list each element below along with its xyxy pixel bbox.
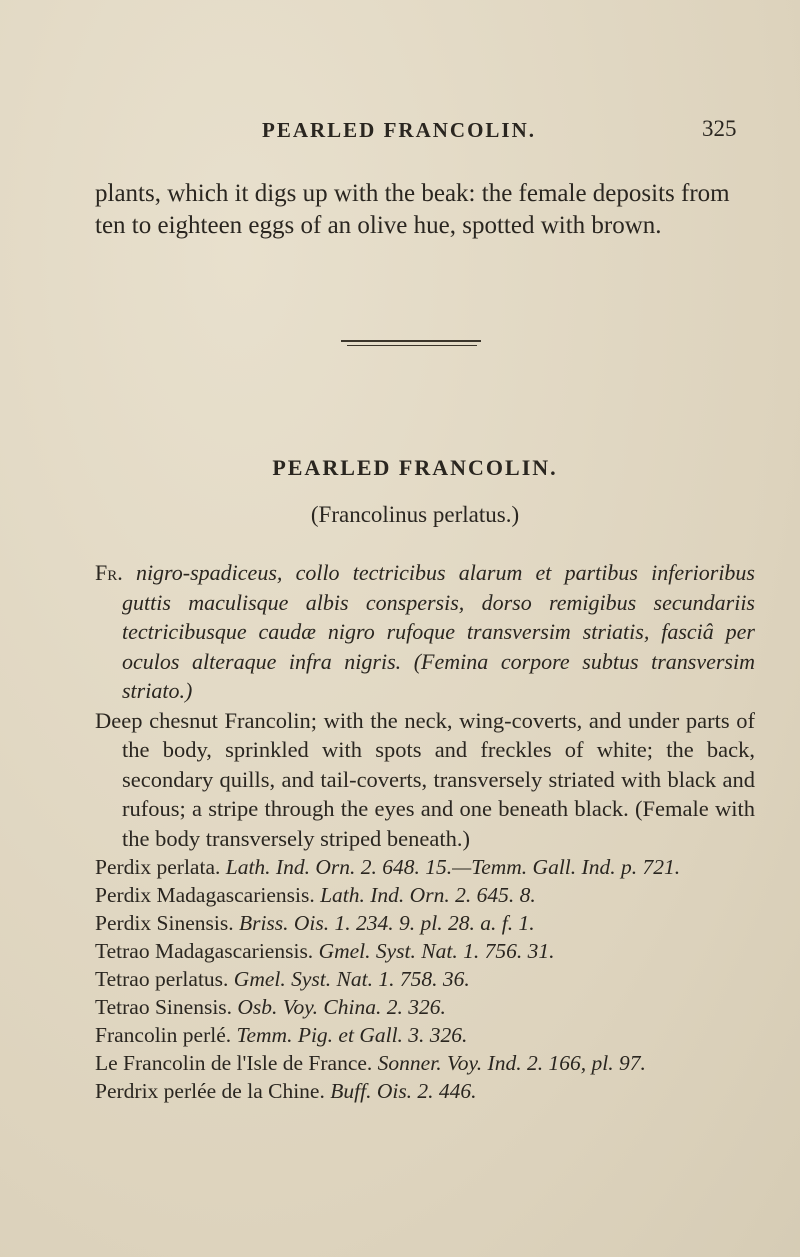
synonym-name: Perdrix perlée de la Chine. — [95, 1079, 325, 1103]
synonym-reference: Gmel. Syst. Nat. 1. 756. 31. — [318, 939, 555, 963]
latin-description-text: nigro-spadiceus, collo tectricibus alarum et partibus inferioribus guttis maculisque albis conspersis, dorso remigibus secundariis tectricibusque caudæ nigro rufoque transversim striatis, fasciâ per oculos alteraque infra nigris. (Femina corpore subtus transversim striato.) — [122, 560, 755, 703]
synonym-entry — [95, 993, 755, 1021]
synonym-reference: Buff. Ois. 2. 446. — [330, 1079, 477, 1103]
synonym-name: Perdix perlata. — [95, 855, 221, 879]
synonym-entry — [95, 1077, 755, 1105]
synonym-entry — [95, 1021, 755, 1049]
synonym-entry — [95, 937, 755, 965]
binomial-name — [0, 502, 800, 528]
binomial-name-text: (Francolinus perlatus.) — [310, 502, 520, 527]
synonym-entry — [95, 853, 755, 881]
synonym-name: Tetrao Sinensis. — [95, 995, 233, 1019]
synonym-reference: Sonner. Voy. Ind. 2. 166, pl. 97. — [377, 1051, 646, 1075]
section-title-text: PEARLED FRANCOLIN. — [272, 455, 558, 480]
synonym-list — [95, 853, 755, 1105]
synonym-name: Le Francolin de l'Isle de France. — [95, 1051, 373, 1075]
synonym-reference: Gmel. Syst. Nat. 1. 758. 36. — [233, 967, 470, 991]
synonym-reference: Temm. Pig. et Gall. 3. 326. — [236, 1023, 468, 1047]
latin-description-lead: Fr. — [95, 560, 123, 585]
english-description: Deep chesnut Francolin; with the neck, wing-coverts, and under parts of the body, sprinkled with spots and freckles of white; the back, secondary quills, and tail-coverts, transversely striated with black and rufous; a stripe through the eyes and one beneath black. (Female with the body transversely striped beneath.) — [95, 707, 755, 851]
synonym-reference: Briss. Ois. 1. 234. 9. pl. 28. a. f. 1. — [238, 911, 535, 935]
synonym-entry — [95, 1049, 755, 1077]
synonym-entry — [95, 965, 755, 993]
species-entries — [95, 558, 755, 1105]
section-title — [0, 455, 800, 481]
synonym-entry — [95, 881, 755, 909]
synonym-reference: Lath. Ind. Orn. 2. 648. 15.—Temm. Gall. Ind. p. 721. — [225, 855, 681, 879]
synonym-name: Perdix Madagascariensis. — [95, 883, 315, 907]
latin-description — [95, 558, 755, 706]
synonym-reference: Osb. Voy. China. 2. 326. — [237, 995, 446, 1019]
synonym-reference: Lath. Ind. Orn. 2. 645. 8. — [320, 883, 536, 907]
continuation-paragraph: plants, which it digs up with the beak: the female deposits from ten to eighteen eggs of an olive hue, spotted with brown. — [95, 180, 730, 239]
synonym-name: Perdix Sinensis. — [95, 911, 234, 935]
synonym-name: Tetrao Madagascariensis. — [95, 939, 314, 963]
page-number: 325 — [702, 116, 737, 141]
synonym-entry — [95, 909, 755, 937]
synonym-name: Tetrao perlatus. — [95, 967, 229, 991]
running-title: PEARLED FRANCOLIN. — [262, 118, 537, 142]
synonym-name: Francolin perlé. — [95, 1023, 232, 1047]
